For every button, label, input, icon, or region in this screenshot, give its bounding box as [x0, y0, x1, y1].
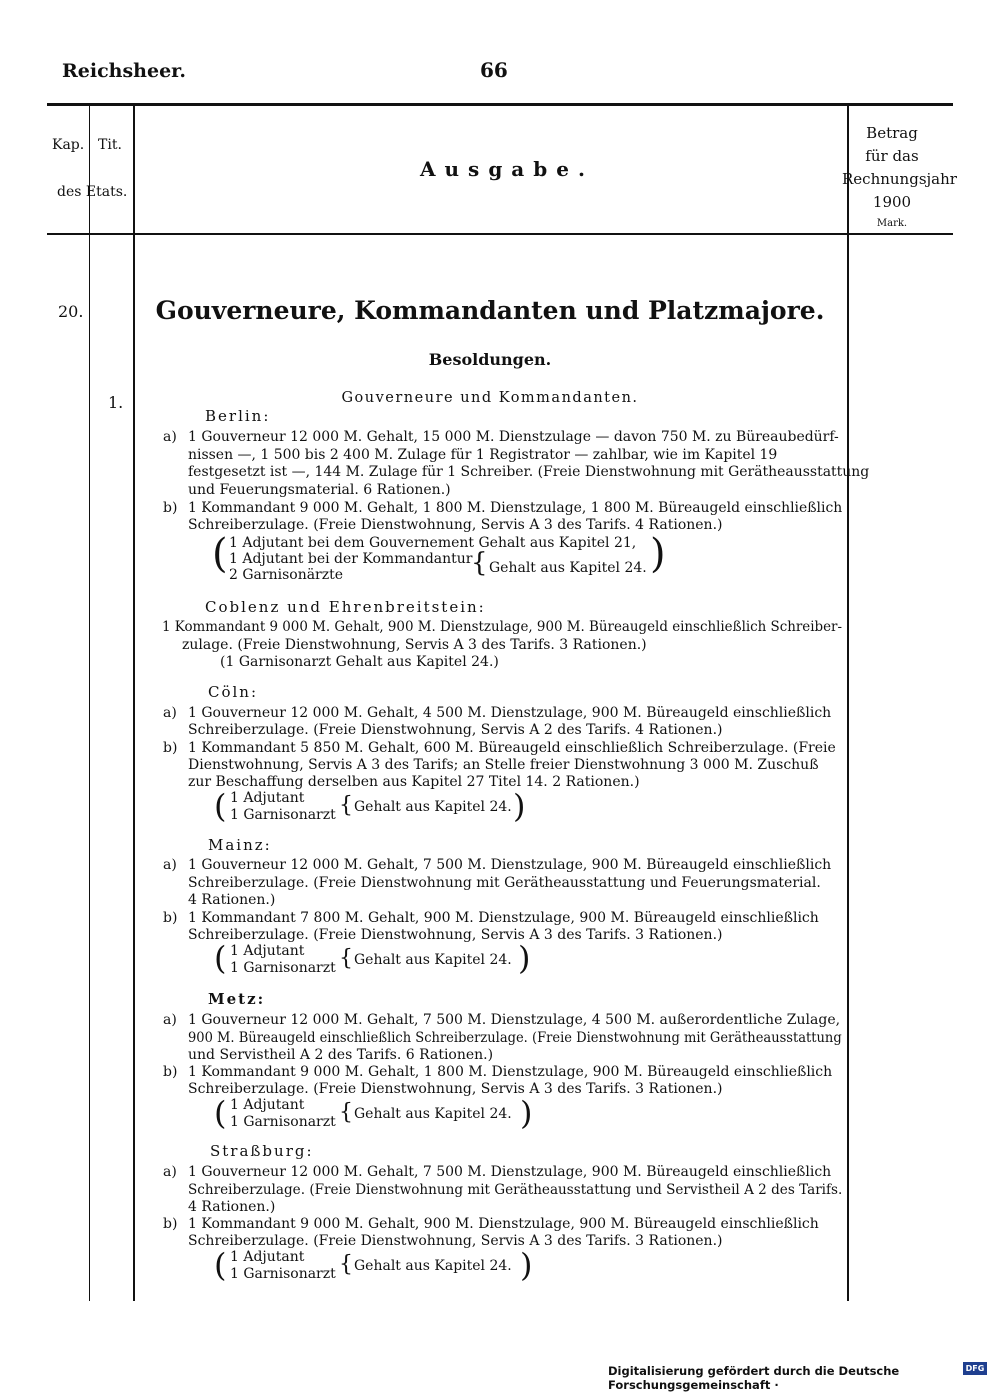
- city-heading-berlin: Berlin:: [205, 407, 271, 425]
- text-line: nissen —, 1 500 bis 2 400 M. Zulage für 1 Registrator — zahlbar, wie im Kapitel 19: [188, 447, 778, 463]
- section-subsubtitle: Gouverneure und Kommandanten.: [341, 390, 639, 406]
- city-heading-mainz: Mainz:: [208, 836, 272, 854]
- paren-close: ): [518, 939, 531, 977]
- col-head-tit: Tit.: [98, 137, 122, 153]
- betrag-line: für das: [865, 147, 919, 165]
- betrag-line: Betrag: [866, 124, 918, 142]
- text-line: Dienstwohnung, Servis A 3 des Tarifs; an Stelle freier Dienstwohnung 3 000 M. Zuschuß: [188, 757, 819, 773]
- text-line: zulage. (Freie Dienstwohnung, Servis A 3 des Tarifs. 3 Rationen.): [182, 637, 647, 653]
- text-line: 1 Gouverneur 12 000 M. Gehalt, 7 500 M. Dienstzulage, 4 500 M. außerordentliche Zulage,: [188, 1012, 841, 1028]
- col-head-betrag: [842, 122, 957, 214]
- brace-text: Gehalt aus Kapitel 24.: [354, 1106, 512, 1122]
- text-line: 1 Kommandant 9 000 M. Gehalt, 900 M. Dienstzulage, 900 M. Büreaugeld einschließlich Schreiber-: [162, 619, 843, 635]
- page-number: 66: [480, 58, 508, 82]
- col-head-kap: Kap.: [52, 137, 85, 153]
- paren-open: (: [214, 1094, 227, 1132]
- paren-close: ): [520, 1246, 533, 1284]
- text-line: und Feuerungsmaterial. 6 Rationen.): [188, 482, 451, 498]
- paren-close: ): [520, 1094, 533, 1132]
- brace-open: {: [339, 946, 353, 971]
- brace-text: Gehalt aus Kapitel 24.: [354, 952, 512, 968]
- funding-notice: Digitalisierung gefördert durch die Deutsche Forschungsgemeinschaft ·: [608, 1364, 900, 1392]
- text-line: 1 Gouverneur 12 000 M. Gehalt, 15 000 M. Dienstzulage — davon 750 M. zu Büreaubedürf-: [188, 429, 839, 445]
- text-line: Schreiberzulage. (Freie Dienstwohnung mit Gerätheausstattung und Feuerungsmaterial.: [188, 875, 821, 891]
- city-heading-strassburg: Straßburg:: [210, 1142, 314, 1160]
- item-marker-a: a): [163, 429, 177, 445]
- text-line: Schreiberzulage. (Freie Dienstwohnung, Servis A 3 des Tarifs. 3 Rationen.): [188, 1081, 723, 1097]
- paren-close: ): [650, 531, 666, 577]
- brace-line: 1 Garnisonarzt: [230, 1266, 336, 1282]
- brace-line: 1 Adjutant: [230, 790, 305, 806]
- text-line: zur Beschaffung derselben aus Kapitel 27 Titel 14. 2 Rationen.): [188, 774, 640, 790]
- brace-line: 1 Garnisonarzt: [230, 960, 336, 976]
- text-line: 1 Gouverneur 12 000 M. Gehalt, 7 500 M. Dienstzulage, 900 M. Büreaugeld einschließlich: [188, 857, 832, 873]
- brace-line: 1 Adjutant bei dem Gouvernement Gehalt aus Kapitel 21,: [229, 535, 637, 551]
- titel-number: 1.: [108, 393, 124, 412]
- text-line: (1 Garnisonarzt Gehalt aus Kapitel 24.): [220, 654, 499, 670]
- brace-text: Gehalt aus Kapitel 24.: [354, 1258, 512, 1274]
- item-marker-a: a): [163, 1012, 177, 1028]
- brace-line: 1 Garnisonarzt: [230, 1114, 336, 1130]
- betrag-year: 1900: [872, 193, 912, 211]
- text-line: Schreiberzulage. (Freie Dienstwohnung, Servis A 3 des Tarifs. 3 Rationen.): [188, 1233, 723, 1249]
- text-line: und Servistheil A 2 des Tarifs. 6 Rationen.): [188, 1047, 494, 1063]
- brace-open: {: [339, 793, 353, 818]
- paren-open: (: [212, 531, 228, 577]
- brace-line: 1 Adjutant: [230, 1249, 305, 1265]
- brace-line: 2 Garnisonärzte: [229, 567, 344, 583]
- text-line: 1 Kommandant 7 800 M. Gehalt, 900 M. Dienstzulage, 900 M. Büreaugeld einschließlich: [188, 910, 819, 926]
- col-rule-kap: [89, 106, 90, 1301]
- city-heading-coeln: Cöln:: [208, 683, 259, 701]
- brace-text: Gehalt aus Kapitel 24.: [489, 560, 647, 576]
- paren-open: (: [214, 1246, 227, 1284]
- text-line: 4 Rationen.): [188, 1199, 276, 1215]
- text-line: 1 Gouverneur 12 000 M. Gehalt, 4 500 M. Dienstzulage, 900 M. Büreaugeld einschließlich: [188, 705, 832, 721]
- dfg-logo: DFG: [963, 1362, 987, 1375]
- text-line: Schreiberzulage. (Freie Dienstwohnung, Servis A 2 des Tarifs. 4 Rationen.): [188, 722, 723, 738]
- col-rule-betrag: [847, 106, 849, 1301]
- item-marker-b: b): [163, 740, 178, 756]
- item-marker-a: a): [163, 1164, 177, 1180]
- col-rule-tit: [133, 106, 135, 1301]
- paren-close: ): [513, 787, 526, 825]
- city-heading-metz: Metz:: [208, 990, 266, 1008]
- text-line: 1 Kommandant 9 000 M. Gehalt, 1 800 M. Dienstzulage, 900 M. Büreaugeld einschließlich: [188, 1064, 833, 1080]
- col-head-mark: Mark.: [876, 218, 908, 229]
- text-line: 4 Rationen.): [188, 892, 276, 908]
- item-marker-b: b): [163, 1216, 178, 1232]
- text-line: Schreiberzulage. (Freie Dienstwohnung mit Gerätheausstattung und Servistheil A 2 des Tarifs.: [188, 1182, 843, 1198]
- item-marker-a: a): [163, 857, 177, 873]
- brace-open: {: [339, 1100, 353, 1125]
- kapitel-number: 20.: [58, 302, 84, 321]
- item-marker-b: b): [163, 1064, 178, 1080]
- col-head-des-etats: des Etats.: [57, 184, 128, 200]
- brace-line: 1 Adjutant bei der Kommandantur: [229, 551, 473, 567]
- brace-line: 1 Adjutant: [230, 1097, 305, 1113]
- betrag-line: Rechnungsjahr: [842, 170, 957, 188]
- brace-line: 1 Adjutant: [230, 943, 305, 959]
- brace-open: {: [471, 548, 488, 578]
- top-rule: [47, 103, 953, 106]
- text-line: festgesetzt ist —, 144 M. Zulage für 1 Schreiber. (Freie Dienstwohnung mit Gerätheausstattung: [188, 464, 870, 480]
- head-rule: [47, 233, 953, 235]
- text-line: Schreiberzulage. (Freie Dienstwohnung, Servis A 3 des Tarifs. 4 Rationen.): [188, 517, 723, 533]
- brace-open: {: [339, 1252, 353, 1277]
- text-line: Schreiberzulage. (Freie Dienstwohnung, Servis A 3 des Tarifs. 3 Rationen.): [188, 927, 723, 943]
- section-subtitle: Besoldungen.: [428, 350, 552, 369]
- brace-text: Gehalt aus Kapitel 24.: [354, 799, 512, 815]
- paren-open: (: [214, 787, 227, 825]
- city-heading-coblenz: Coblenz und Ehrenbreitstein:: [205, 598, 486, 616]
- paren-open: (: [214, 939, 227, 977]
- brace-line: 1 Garnisonarzt: [230, 807, 336, 823]
- text-line: 1 Kommandant 5 850 M. Gehalt, 600 M. Büreaugeld einschließlich Schreiberzulage. (Freie: [188, 740, 836, 756]
- text-line: 1 Gouverneur 12 000 M. Gehalt, 7 500 M. Dienstzulage, 900 M. Büreaugeld einschließlich: [188, 1164, 832, 1180]
- item-marker-b: b): [163, 500, 178, 516]
- section-title: Gouverneure, Kommandanten und Platzmajore.: [155, 296, 825, 325]
- col-head-ausgabe: Ausgabe.: [420, 157, 594, 181]
- item-marker-a: a): [163, 705, 177, 721]
- running-head: Reichsheer.: [62, 60, 187, 82]
- text-line: 1 Kommandant 9 000 M. Gehalt, 900 M. Dienstzulage, 900 M. Büreaugeld einschließlich: [188, 1216, 819, 1232]
- text-line: 1 Kommandant 9 000 M. Gehalt, 1 800 M. Dienstzulage, 1 800 M. Büreaugeld einschließlich: [188, 500, 843, 516]
- text-line: 900 M. Büreaugeld einschließlich Schreiberzulage. (Freie Dienstwohnung mit Gerätheausstattung: [188, 1030, 842, 1046]
- item-marker-b: b): [163, 910, 178, 926]
